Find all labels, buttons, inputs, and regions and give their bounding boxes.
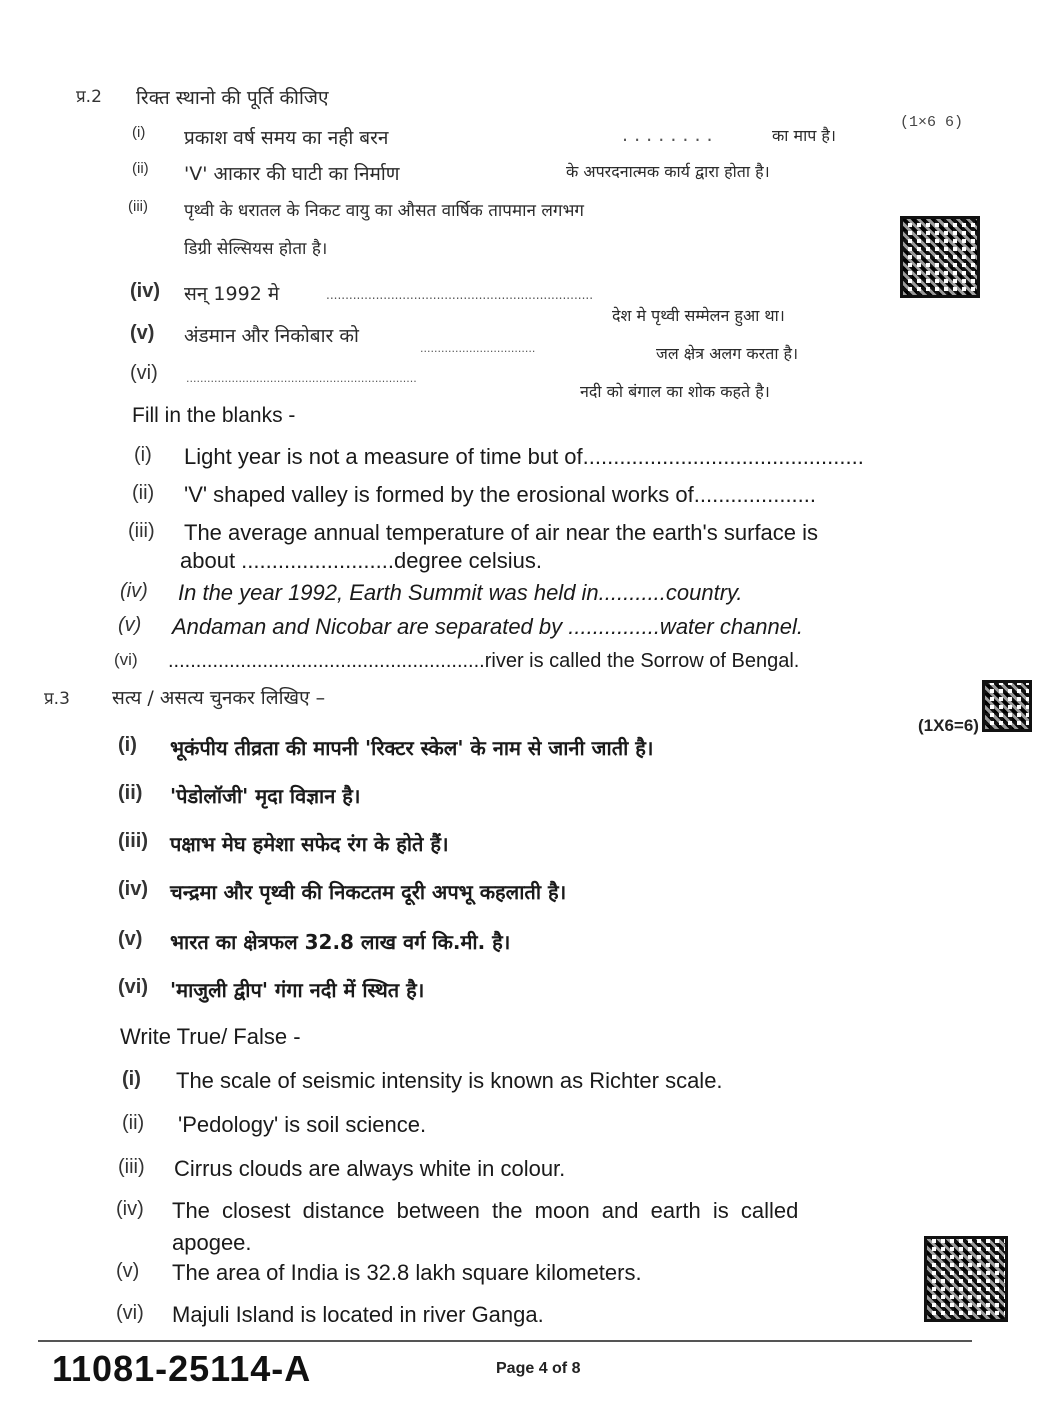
item-end: के अपरदनात्मक कार्य द्वारा होता है। (566, 162, 770, 181)
qr-code-icon (924, 1236, 1008, 1322)
item-blank: ................................. (420, 342, 536, 355)
q2-title-english: Fill in the blanks - (132, 404, 296, 427)
item-number: (iii) (128, 198, 148, 215)
q2-marks: (1×6 6) (900, 114, 964, 131)
item-text: सन् 1992 मे (184, 283, 280, 305)
item-text: चन्द्रमा और पृथ्वी की निकटतम दूरी अपभू कहलाती है। (170, 880, 567, 904)
item-number: (i) (132, 124, 146, 141)
item-text: प्रकाश वर्ष समय का नही बरन (184, 127, 389, 149)
item-text: अंडमान और निकोबार को (184, 325, 359, 347)
item-number: (ii) (132, 482, 155, 504)
item-text: 'माजुली द्वीप' गंगा नदी में स्थित है। (170, 978, 425, 1002)
paper-code: 11081-25114-A (52, 1348, 312, 1389)
item-text: 'V' आकार की घाटी का निर्माण (184, 163, 400, 185)
qr-code-icon (982, 680, 1032, 732)
item-number: (v) (116, 1260, 140, 1282)
item-text: Light year is not a measure of time but of.............................................. (184, 444, 864, 469)
item-text: The scale of seismic intensity is known as Richter scale. (176, 1068, 723, 1093)
q3-title-english: Write True/ False - (120, 1024, 301, 1049)
qr-code-icon (900, 216, 980, 298)
item-number: (iii) (128, 520, 155, 542)
item-text-continued: about .........................degree celsius. (180, 548, 542, 573)
item-number: (v) (118, 614, 142, 636)
item-blank: ...................................................................... (326, 288, 594, 302)
item-blank: . . . . . . . . (622, 124, 713, 146)
item-text: 'पेडोलॉजी' मृदा विज्ञान है। (170, 784, 361, 808)
item-number: (iii) (118, 830, 148, 852)
item-text: भूकंपीय तीव्रता की मापनी 'रिक्टर स्केल' के नाम से जानी जाती है। (170, 736, 654, 760)
item-number: (iii) (118, 1156, 145, 1178)
item-text: In the year 1992, Earth Summit was held in...........country. (178, 580, 743, 605)
item-number: (vi) (116, 1302, 144, 1324)
item-text: .........................................................river is called the Sorrow of Bengal. (168, 650, 800, 672)
q2-number: प्र.2 (76, 87, 102, 107)
item-text-continued: डिग्री सेल्सियस होता है। (184, 239, 328, 259)
item-text: भारत का क्षेत्रफल 32.8 लाख वर्ग कि.मी. है। (170, 930, 511, 954)
item-text: Andaman and Nicobar are separated by ...............water channel. (172, 614, 804, 639)
item-number: (vi) (118, 976, 148, 998)
item-blank: .................................................................. (186, 372, 417, 385)
item-number: (iv) (120, 580, 148, 602)
item-text: The area of India is 32.8 lakh square kilometers. (172, 1260, 642, 1285)
item-text: Cirrus clouds are always white in colour. (174, 1156, 566, 1181)
item-end: नदी को बंगाल का शोक कहते है। (580, 382, 770, 401)
item-number: (ii) (122, 1112, 145, 1134)
item-text: Majuli Island is located in river Ganga. (172, 1302, 544, 1327)
item-number: (vi) (114, 650, 138, 669)
item-number: (i) (134, 444, 152, 466)
item-number: (ii) (118, 782, 143, 804)
q3-marks: (1X6=6) (918, 716, 979, 735)
item-text: पृथ्वी के धरातल के निकट वायु का औसत वार्षिक तापमान लगभग (184, 201, 584, 221)
item-text: The average annual temperature of air near the earth's surface is (184, 520, 819, 545)
item-end: देश मे पृथ्वी सम्मेलन हुआ था। (612, 306, 785, 325)
item-number: (iv) (130, 280, 160, 302)
item-number: (v) (130, 322, 155, 344)
item-text-continued: apogee. (172, 1230, 252, 1255)
item-text: पक्षाभ मेघ हमेशा सफेद रंग के होते हैं। (170, 832, 449, 856)
q3-number: प्र.3 (44, 689, 70, 709)
item-text: 'V' shaped valley is formed by the erosional works of.................... (184, 482, 817, 507)
item-end: का माप है। (772, 126, 836, 145)
q3-title-hindi: सत्य / असत्य चुनकर लिखिए – (112, 687, 326, 709)
item-text: 'Pedology' is soil science. (178, 1112, 427, 1137)
item-number: (iv) (118, 878, 148, 900)
footer-divider (38, 1340, 972, 1342)
item-number: (i) (122, 1068, 141, 1090)
item-end: जल क्षेत्र अलग करता है। (656, 344, 799, 363)
item-number: (iv) (116, 1198, 144, 1220)
item-number: (ii) (132, 160, 149, 177)
item-number: (v) (118, 928, 143, 950)
q2-title-hindi: रिक्त स्थानो की पूर्ति कीजिए (136, 87, 329, 109)
item-text: The closest distance between the moon and earth is called (172, 1198, 799, 1223)
page-number: Page 4 of 8 (496, 1360, 581, 1377)
item-number: (vi) (130, 362, 158, 384)
item-number: (i) (118, 734, 137, 756)
